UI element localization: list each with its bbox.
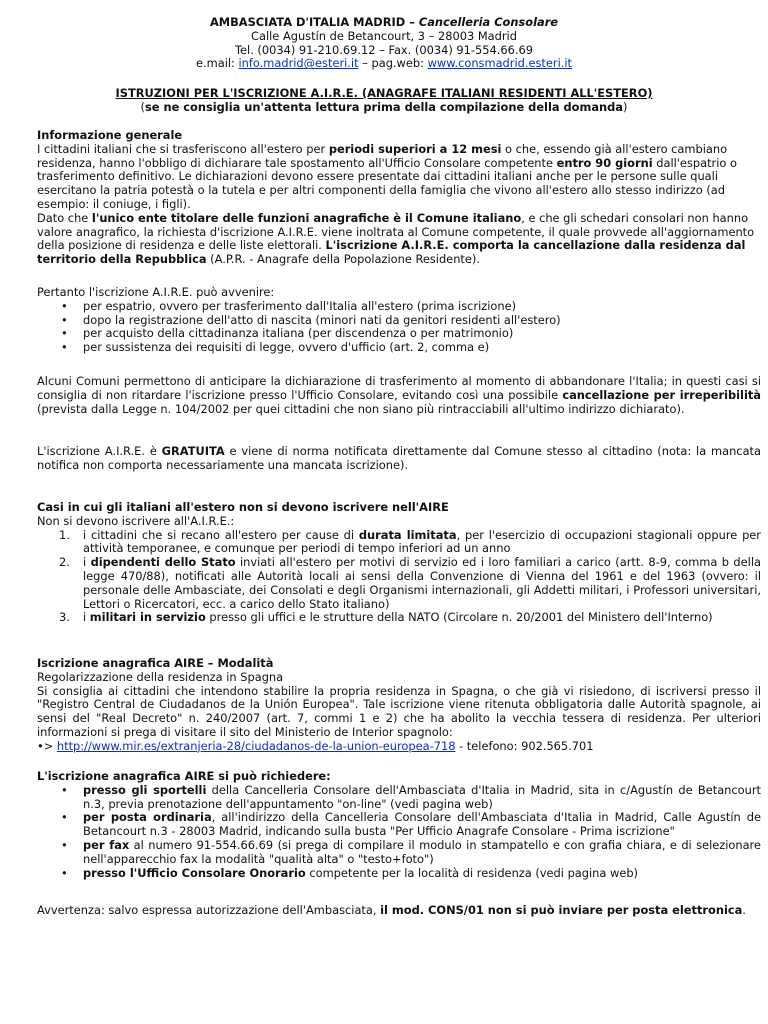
list-item: • per acquisto della cittadinanza italiana (per discendenza o per matrimonio)	[37, 327, 761, 341]
general-info-section	[37, 129, 761, 267]
embassy-phone: Tel. (0034) 91-210.69.12 – Fax. (0034) 91-554.66.69	[235, 42, 533, 57]
list-item: • dopo la registrazione dell'atto di nascita (minori nati da genitori residenti all'estero)	[37, 314, 761, 328]
letterhead	[0, 16, 768, 71]
website-link[interactable]: www.consmadrid.esteri.it	[427, 56, 573, 71]
modalita-subheading: Regolarizzazione della residenza in Spagna	[37, 669, 284, 684]
registration-cases-intro: Pertanto l'iscrizione A.I.R.E. può avvenire:	[37, 285, 275, 299]
warning-paragraph: Avvertenza: salvo espressa autorizzazione dell'Ambasciata, il mod. CONS/01 non si può inviare per posta elettronica.	[37, 903, 746, 917]
general-info-paragraph-1: I cittadini italiani che si trasferiscono all'estero per periodi superiori a 12 mesi o che, essendo già all'estero cambiano residenza, hanno l'obbligo di dichiarare tale spostamento all'Ufficio Consolare competente entro 90 giorni dall'espatrio o trasferimento definitivo. Le dichiarazioni devono essere presentate dai cittadini italiani anche per le persone sulle quali esercitano la patria potestà o la tutela e per altri componenti della famiglia che vivono all'estero allo stesso indirizzo (ad esempio: il coniuge, i figli).	[37, 141, 737, 211]
document-title-block	[0, 87, 768, 115]
document-subtitle: (se ne consiglia un'attenta lettura prima della compilazione della domanda)	[140, 99, 628, 114]
request-list	[37, 784, 761, 881]
list-item: • per sussistenza dei requisiti di legge, ovvero d'ufficio (art. 2, comma e)	[37, 341, 761, 355]
request-section	[37, 770, 761, 880]
exclusions-section	[37, 501, 761, 625]
embassy-contacts: e.mail: info.madrid@esteri.it – pag.web: www.consmadrid.esteri.it	[195, 56, 573, 71]
modalita-section	[37, 657, 761, 754]
embassy-name: AMBASCIATA D'ITALIA MADRID – Cancelleria Consolare	[209, 15, 559, 29]
list-item: • presso l'Ufficio Consolare Onorario competente per la località di residenza (vedi pagina web)	[37, 867, 761, 881]
free-registration-paragraph: L'iscrizione A.I.R.E. è GRATUITA e viene di norma notificata direttamente dal Comune stesso al cittadino (nota: la mancata notifica non comporta necessariamente una mancata iscrizione).	[37, 444, 761, 472]
early-registration-paragraph: Alcuni Comuni permettono di anticipare la dichiarazione di trasferimento al momento di abbandonare l'Italia; in questi casi si consiglia di non ritardare l'iscrizione presso l'Ufficio Consolare, evitando così una possibile cancellazione per irreperibilità (prevista dalla Legge n. 104/2002 per quei cittadini che non siano più rintracciabili all'ultimo indirizzo dichiarato).	[37, 374, 761, 416]
email-link[interactable]: info.madrid@esteri.it	[238, 56, 359, 71]
list-item: 3. i militari in servizio presso gli uffici e le strutture della NATO (Circolare n. 20/2001 del Ministero dell'Interno)	[59, 610, 713, 625]
list-item: • per posta ordinaria, all'indirizzo della Cancelleria Consolare dell'Ambasciata d'Italia in Madrid, Calle Agustín de Betancourt n.3 - 28003 Madrid, indicando sulla busta "Per Ufficio Anagrafe Consolare - Prima iscrizione"	[37, 811, 761, 839]
registration-cases-list	[37, 300, 761, 355]
ministry-link[interactable]: http://www.mir.es/extranjeria-28/ciudadanos-de-la-union-europea-718	[56, 738, 456, 753]
request-heading: L'iscrizione anagrafica AIRE si può richiedere:	[37, 769, 331, 783]
exclusions-intro: Non si devono iscrivere all'A.I.R.E.:	[37, 513, 235, 528]
registration-cases	[37, 286, 761, 355]
list-item: • presso gli sportelli della Cancelleria Consolare dell'Ambasciata d'Italia in Madrid, sita in c/Agustín de Betancourt n.3, previa prenotazione dell'appuntamento "on-line" (vedi pagina web)	[37, 784, 761, 812]
embassy-address: Calle Agustín de Betancourt, 3 – 28003 Madrid	[251, 28, 517, 43]
list-item: 2. i dipendenti dello Stato inviati all'estero per motivi di servizio ed i loro familiari a carico (artt. 8-9, comma b della legge 470/88), notificati alle Autorità locali ai sensi della Convenzione di Vienna del 1961 e del 1963 (ovvero: il personale delle Ambasciate, dei Consolati e degli Organismi internazionali, gli Addetti militari, i Professori universitari, Lettori o Ricercatori, ecc. a carico dello Stato italiano)	[59, 555, 761, 611]
list-item: • per fax al numero 91-554.66.69 (si prega di compilare il modulo in stampatello e con grafia chiara, e di selezionare nell'apparecchio fax la modalità "qualità alta" o "testo+foto")	[37, 839, 761, 867]
document-title: ISTRUZIONI PER L'ISCRIZIONE A.I.R.E. (ANAGRAFE ITALIANI RESIDENTI ALL'ESTERO)	[115, 86, 653, 100]
modalita-paragraph: Si consiglia ai cittadini che intendono stabilire la propria residenza in Spagna, o che già vi risiedono, di iscriversi presso il "Registro Central de Ciudadanos de la Unión Europea". Tale iscrizione viene ritenuta obbligatoria dalle Autorità spagnole, ai sensi del "Real Decreto" n. 240/2007 (art. 7, commi 1 e 2) che ha abolito la vecchia tessera di residenza. Per ulteriori informazioni si prega di visitare il sito del Ministerio de Interior spagnolo:	[37, 683, 761, 739]
general-info-paragraph-2: Dato che l'unico ente titolare delle funzioni anagrafiche è il Comune italiano, e che gli schedari consolari non hanno valore anagrafico, la richiesta d'iscrizione A.I.R.E. viene inoltrata al Comune competente, il quale provvede all'aggiornamento della posizione di residenza e delle liste elettorali. L'iscrizione A.I.R.E. comporta la cancellazione dalla residenza dal territorio della Repubblica (A.P.R. - Anagrafe della Popolazione Residente).	[37, 210, 755, 267]
list-item: • per espatrio, ovvero per trasferimento dall'Italia all'estero (prima iscrizione)	[37, 300, 761, 314]
ministry-link-line: •> http://www.mir.es/extranjeria-28/ciudadanos-de-la-union-europea-718 - telefono: 902.565.701	[37, 738, 594, 753]
general-info-heading: Informazione generale	[37, 128, 183, 142]
modalita-heading: Iscrizione anagrafica AIRE – Modalità	[37, 656, 274, 670]
list-item: 1. i cittadini che si recano all'estero per cause di durata limitata, per l'esercizio di occupazioni stagionali oppure per attività temporanee, e comunque per periodi di tempo inferiori ad un anno	[59, 527, 761, 556]
exclusions-list	[37, 529, 761, 626]
exclusions-heading: Casi in cui gli italiani all'estero non si devono iscrivere nell'AIRE	[37, 500, 449, 514]
